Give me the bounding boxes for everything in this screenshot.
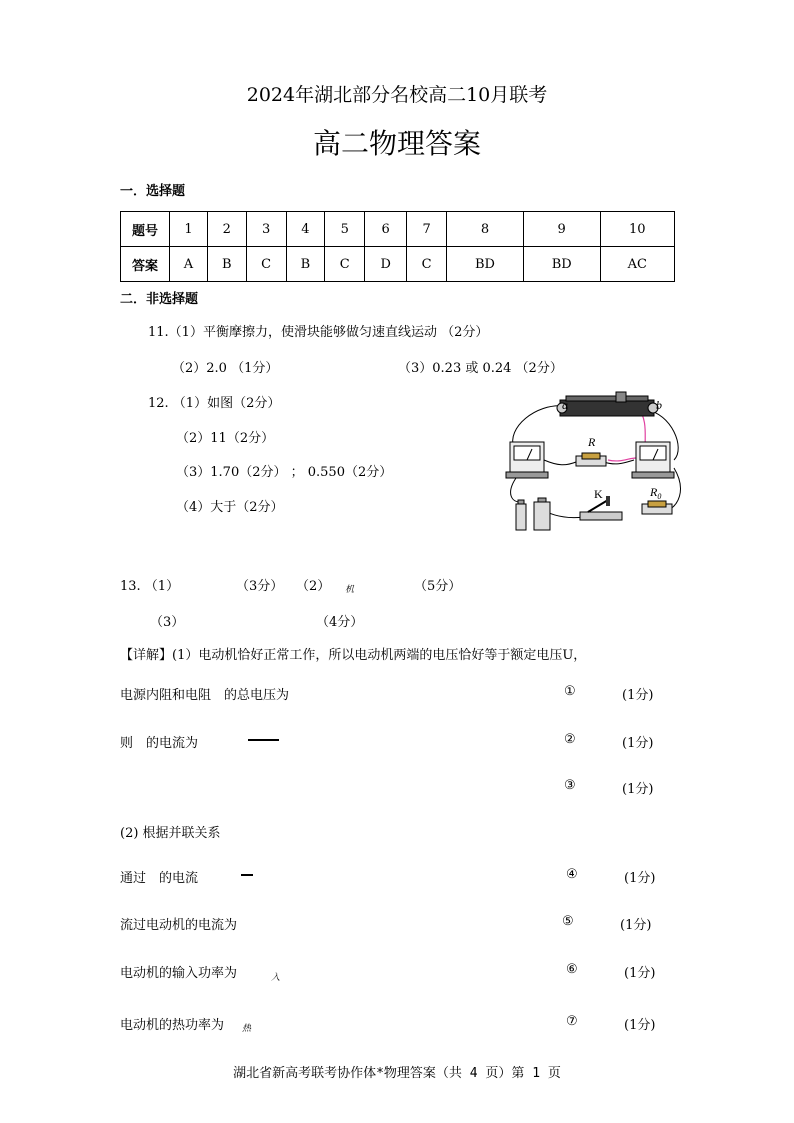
table-cell: 3 bbox=[246, 212, 286, 247]
label-a: a bbox=[562, 398, 568, 412]
section-heading-choice: 一．选择题 bbox=[120, 184, 186, 199]
detail-line6: 流过电动机的电流为 bbox=[120, 918, 238, 933]
table-cell: BD bbox=[523, 247, 600, 282]
table-cell: C bbox=[407, 247, 447, 282]
table-cell: 6 bbox=[365, 212, 407, 247]
q13-sub2: 机 bbox=[345, 585, 355, 595]
table-cell: 10 bbox=[600, 212, 674, 247]
eq-mark-6: ⑥ bbox=[566, 962, 578, 977]
eq-mark-1: ① bbox=[564, 684, 576, 699]
page-footer: 湖北省新高考联考协作体*物理答案（共 4 页）第 1 页 bbox=[233, 1066, 561, 1081]
table-cell: B bbox=[286, 247, 325, 282]
q13-part1: 13. （1） bbox=[120, 579, 180, 594]
resistor-r0-icon bbox=[642, 501, 672, 514]
label-r: R bbox=[588, 435, 596, 449]
q12-line4: （4）大于（2分） bbox=[176, 500, 284, 515]
battery-icon bbox=[516, 498, 550, 530]
table-row bbox=[121, 212, 675, 247]
detail-line7-sub: 入 bbox=[271, 973, 281, 983]
score-1: (1分) bbox=[622, 688, 654, 703]
row-label: 题号 bbox=[121, 212, 170, 247]
q11-line2a: （2）2.0 （1分） bbox=[172, 361, 279, 376]
table-cell: D bbox=[365, 247, 407, 282]
voltmeter-icon bbox=[506, 442, 548, 478]
table-cell: 8 bbox=[447, 212, 524, 247]
circuit-diagram bbox=[496, 388, 692, 534]
q13-part2: （2） bbox=[296, 579, 331, 594]
label-k: K bbox=[594, 487, 603, 501]
eq-mark-3: ③ bbox=[564, 778, 576, 793]
score-7: (1分) bbox=[624, 1018, 656, 1033]
table-cell: C bbox=[246, 247, 286, 282]
table-cell: 5 bbox=[325, 212, 365, 247]
table-cell: 2 bbox=[207, 212, 246, 247]
eq-mark-7: ⑦ bbox=[566, 1014, 578, 1029]
table-cell: C bbox=[325, 247, 365, 282]
detail-line4: (2) 根据并联关系 bbox=[120, 826, 221, 841]
fraction-bar bbox=[248, 739, 279, 741]
exam-title: 2024年湖北部分名校高二10月联考 bbox=[246, 84, 548, 106]
eq-mark-4: ④ bbox=[566, 867, 578, 882]
page-title: 高二物理答案 bbox=[312, 127, 481, 160]
table-cell: BD bbox=[447, 247, 524, 282]
detail-line8: 电动机的热功率为 bbox=[120, 1018, 225, 1033]
table-cell: 7 bbox=[407, 212, 447, 247]
q11-line1: 11.（1）平衡摩擦力，使滑块能够做匀速直线运动 （2分） bbox=[148, 325, 489, 340]
detail-line7: 电动机的输入功率为 bbox=[120, 966, 238, 981]
label-b: b bbox=[656, 398, 662, 412]
detail-line2: 则 的电流为 bbox=[120, 736, 199, 751]
score-5: (1分) bbox=[620, 918, 652, 933]
section-heading-nonchoice: 二．非选择题 bbox=[120, 292, 199, 307]
fraction-bar bbox=[241, 874, 253, 876]
detail-intro: 【详解】(1）电动机恰好正常工作，所以电动机两端的电压恰好等于额定电压U， bbox=[120, 648, 587, 663]
row-label: 答案 bbox=[121, 247, 170, 282]
q12-line3: （3）1.70（2分） ； 0.550（2分） bbox=[176, 465, 393, 480]
table-cell: 4 bbox=[286, 212, 325, 247]
rheostat bbox=[557, 392, 658, 416]
ammeter-icon bbox=[632, 442, 674, 478]
detail-line5: 通过 的电流 bbox=[120, 871, 199, 886]
eq-mark-5: ⑤ bbox=[562, 914, 574, 929]
answer-table bbox=[120, 211, 675, 282]
score-4: (1分) bbox=[624, 871, 656, 886]
q13-score3: （4分） bbox=[316, 615, 364, 630]
score-2: (1分) bbox=[622, 736, 654, 751]
q12-line1: 12. （1）如图（2分） bbox=[148, 396, 281, 411]
resistor-icon bbox=[576, 453, 606, 466]
table-cell: AC bbox=[600, 247, 674, 282]
table-row bbox=[121, 247, 675, 282]
q13-score1: （3分） bbox=[236, 579, 284, 594]
table-cell: A bbox=[170, 247, 208, 282]
detail-line8-sub: 热 bbox=[242, 1024, 252, 1034]
score-6: (1分) bbox=[624, 966, 656, 981]
table-cell: 9 bbox=[523, 212, 600, 247]
detail-line1: 电源内阻和电阻 的总电压为 bbox=[120, 688, 290, 703]
eq-mark-2: ② bbox=[564, 732, 576, 747]
q12-line2: （2）11（2分） bbox=[176, 431, 275, 446]
label-r0: $R_0$ bbox=[650, 485, 662, 501]
table-cell: 1 bbox=[170, 212, 208, 247]
score-3: (1分) bbox=[622, 782, 654, 797]
q11-line2b: （3）0.23 或 0.24 （2分） bbox=[398, 361, 563, 376]
q13-part3: （3） bbox=[150, 615, 185, 630]
q13-score2: （5分） bbox=[414, 579, 462, 594]
table-cell: B bbox=[207, 247, 246, 282]
